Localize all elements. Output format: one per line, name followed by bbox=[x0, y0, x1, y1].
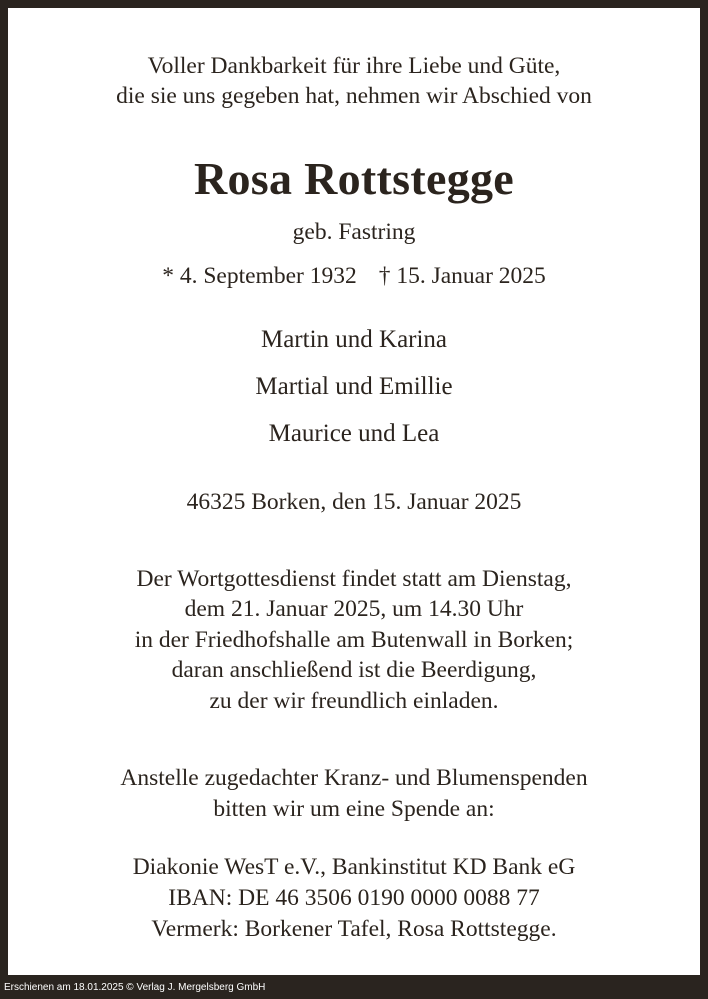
birth-name: geb. Fastring bbox=[292, 219, 416, 245]
life-dates bbox=[8, 262, 700, 290]
mourner-2: Martial und Emillie bbox=[255, 373, 453, 400]
birth-date: * 4. September 1932 bbox=[162, 263, 357, 289]
deceased-name: Rosa Rottstegge bbox=[193, 153, 515, 204]
mourner-3: Maurice und Lea bbox=[268, 420, 440, 447]
service-line-4: daran anschließend ist die Beerdigung, bbox=[171, 657, 537, 683]
intro-line-2: die sie uns gegeben hat, nehmen wir Abschied von bbox=[116, 83, 592, 109]
service-line-1: Der Wortgottesdienst findet statt am Dienstag, bbox=[136, 566, 572, 592]
donation-line-1: Anstelle zugedachter Kranz- und Blumenspenden bbox=[120, 765, 588, 791]
publication-footer: Erschienen am 18.01.2025 © Verlag J. Mergelsberg GmbH bbox=[4, 982, 266, 993]
death-date: † 15. Januar 2025 bbox=[378, 263, 546, 289]
bank-iban: IBAN: DE 46 3506 0190 0000 0088 77 bbox=[168, 885, 540, 911]
bank-reference: Vermerk: Borkener Tafel, Rosa Rottstegge. bbox=[151, 916, 557, 942]
mourner-1: Martin und Karina bbox=[260, 326, 448, 353]
service-line-3: in der Friedhofshalle am Butenwall in Borken; bbox=[134, 627, 574, 653]
intro-line-1: Voller Dankbarkeit für ihre Liebe und Güte, bbox=[147, 53, 561, 79]
obituary-notice bbox=[8, 8, 700, 975]
place-date: 46325 Borken, den 15. Januar 2025 bbox=[186, 489, 522, 515]
service-line-2: dem 21. Januar 2025, um 14.30 Uhr bbox=[184, 596, 524, 622]
donation-line-2: bitten wir um eine Spende an: bbox=[213, 796, 495, 822]
bank-line-1: Diakonie WesT e.V., Bankinstitut KD Bank eG bbox=[132, 854, 576, 880]
service-line-5: zu der wir freundlich einladen. bbox=[209, 688, 499, 714]
